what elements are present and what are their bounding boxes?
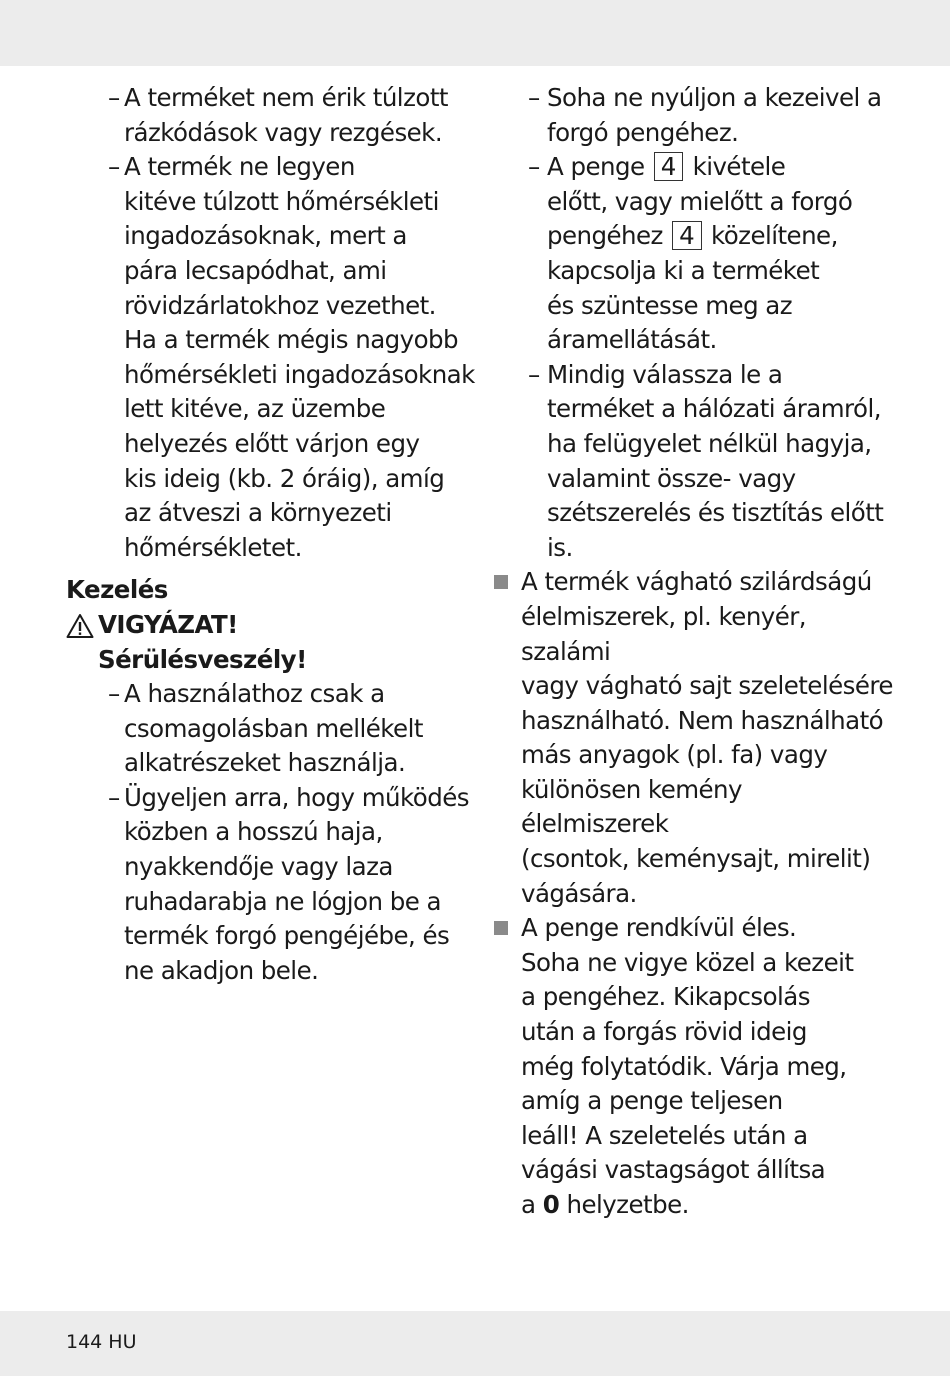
text-line: a pengéhez. Kikapcsolás — [521, 982, 810, 1012]
text-fragment: a — [521, 1190, 536, 1219]
text-line: valamint össze- vagy — [547, 463, 796, 493]
text-fragment: kivétele — [692, 152, 786, 182]
warning-title — [66, 608, 476, 643]
setting-value: 0 — [542, 1190, 560, 1219]
text-line — [547, 150, 894, 185]
text-line: még folytatódik. Várja meg, — [521, 1051, 847, 1081]
dash-marker: – — [108, 152, 120, 182]
text-line: kis ideig (kb. 2 óráig), amíg — [124, 463, 445, 493]
text-line: ingadozásoknak, mert a — [124, 221, 407, 251]
part-reference-box: 4 — [672, 221, 702, 250]
dash-marker: – — [108, 679, 120, 709]
text-line: A terméket nem érik túlzott — [124, 83, 448, 112]
text-line: más anyagok (pl. fa) vagy — [521, 740, 828, 770]
text-line: Ügyeljen arra, hogy működés — [124, 782, 469, 812]
header-band — [0, 0, 950, 66]
text-line: áramellátását. — [547, 325, 717, 355]
bullet-item — [494, 565, 894, 911]
text-line: is. — [547, 532, 573, 562]
list-item — [494, 358, 894, 566]
text-line: hőmérsékleti ingadozásoknak — [124, 359, 475, 389]
text-fragment: helyzetbe. — [566, 1190, 689, 1219]
text-line: leáll! A szeletelés után a — [521, 1120, 808, 1150]
section-heading: Kezelés — [66, 575, 168, 605]
text-line: vágási vastagságot állítsa — [521, 1155, 826, 1185]
text-line: A termék ne legyen — [124, 152, 355, 182]
text-line: Ha a termék mégis nagyobb — [124, 325, 459, 355]
list-item — [66, 150, 476, 565]
part-reference-box: 4 — [654, 152, 684, 181]
text-line: A penge rendkívül éles. — [521, 913, 797, 943]
text-fragment: A penge — [547, 152, 645, 182]
text-line: szétszerelés és tisztítás előtt — [547, 498, 884, 528]
text-line: ha felügyelet nélkül hagyja, — [547, 428, 872, 458]
text-line: kitéve túlzott hőmérsékleti — [124, 186, 439, 216]
dash-marker: – — [108, 83, 120, 112]
text-line: rázkódások vagy rezgések. — [124, 117, 443, 147]
text-line: vágására. — [521, 878, 637, 908]
warning-title-text: VIGYÁZAT! — [98, 609, 238, 639]
text-line: hőmérsékletet. — [124, 532, 302, 562]
footer-band — [0, 1311, 950, 1376]
text-line: Mindig válassza le a — [547, 359, 783, 389]
square-bullet-icon — [494, 575, 508, 589]
dash-marker: – — [528, 359, 540, 389]
text-line: helyezés előtt várjon egy — [124, 428, 420, 458]
text-line: után a forgás rövid ideig — [521, 1017, 807, 1047]
text-line: használható. Nem használható — [521, 705, 884, 735]
text-line: A termék vágható szilárdságú — [521, 567, 872, 597]
list-item — [66, 677, 476, 781]
text-line: Soha ne nyúljon a kezeivel a — [547, 83, 882, 112]
list-item — [494, 150, 894, 358]
text-line: lett kitéve, az üzembe — [124, 394, 386, 424]
list-item — [494, 81, 894, 150]
right-column — [494, 81, 894, 1223]
text-line: Soha ne vigye közel a kezeit — [521, 947, 854, 977]
text-line — [547, 219, 894, 254]
text-line: vagy vágható sajt szeletelésére — [521, 671, 893, 701]
left-column — [66, 81, 476, 988]
text-line: alkatrészeket használja. — [124, 748, 406, 778]
warning-triangle-icon — [66, 613, 94, 639]
text-line: csomagolásban mellékelt — [124, 713, 423, 743]
text-line: amíg a penge teljesen — [521, 1086, 783, 1116]
text-line: előtt, vagy mielőtt a forgó — [547, 186, 853, 216]
text-line: pára lecsapódhat, ami — [124, 255, 387, 285]
text-line — [521, 1188, 894, 1223]
text-line: az átveszi a környezeti — [124, 498, 392, 528]
dash-marker: – — [528, 152, 540, 182]
text-line: ne akadjon bele. — [124, 955, 319, 985]
square-bullet-icon — [494, 921, 508, 935]
dash-marker: – — [108, 782, 120, 812]
text-line: és szüntesse meg az — [547, 290, 793, 320]
text-line: forgó pengéhez. — [547, 117, 739, 147]
text-line: közben a hosszú haja, — [124, 817, 383, 847]
bullet-item — [494, 911, 894, 1222]
text-line: rövidzárlatokhoz vezethet. — [124, 290, 436, 320]
text-line: kapcsolja ki a terméket — [547, 255, 820, 285]
text-line: termék forgó pengéjébe, és — [124, 921, 450, 951]
text-fragment: közelítene, — [710, 221, 838, 251]
text-fragment: pengéhez — [547, 221, 663, 251]
text-line: nyakkendője vagy laza — [124, 852, 393, 882]
text-line: élelmiszerek, pl. kenyér, szalámi — [521, 601, 807, 666]
dash-marker: – — [528, 83, 540, 112]
list-item — [66, 781, 476, 989]
text-line: különösen kemény élelmiszerek — [521, 774, 742, 839]
list-item — [66, 81, 476, 150]
page-number: 144 HU — [66, 1331, 137, 1353]
text-line: (csontok, keménysajt, mirelit) — [521, 844, 871, 874]
text-line: ruhadarabja ne lógjon be a — [124, 886, 441, 916]
text-line: terméket a hálózati áramról, — [547, 394, 881, 424]
warning-subtitle: Sérülésveszély! — [98, 644, 307, 674]
text-line: A használathoz csak a — [124, 679, 385, 709]
